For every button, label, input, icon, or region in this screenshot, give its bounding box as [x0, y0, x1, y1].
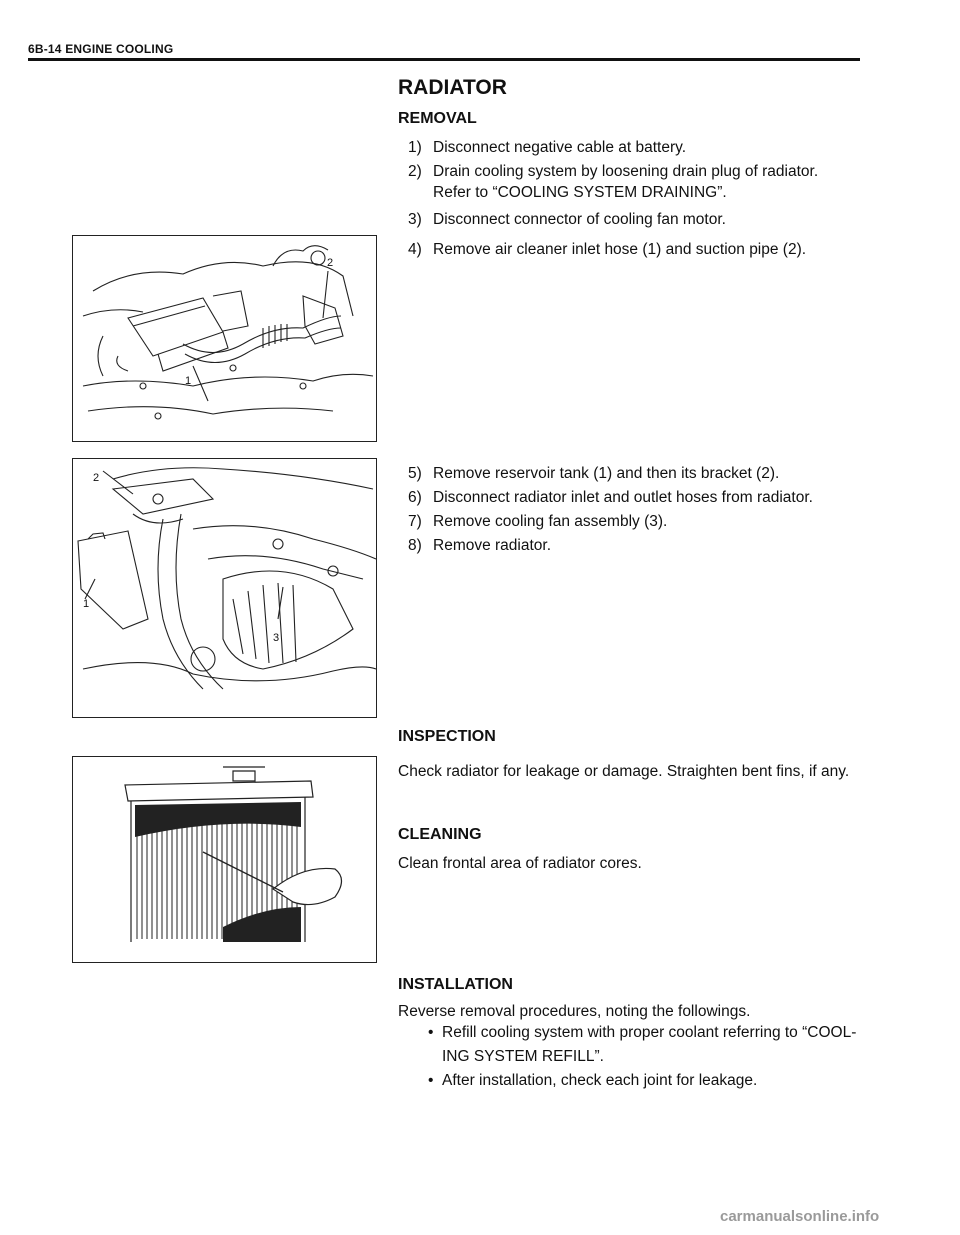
section-title: RADIATOR [398, 76, 507, 99]
step-1 [408, 136, 860, 160]
installation-bullet-1-continuation: ING SYSTEM REFILL”. [442, 1048, 604, 1065]
bullet-text: After installation, check each joint for leakage. [442, 1072, 758, 1089]
air-cleaner-illustration [73, 236, 376, 441]
step-text: Remove reservoir tank (1) and then its bracket (2). [433, 465, 780, 482]
step-number: 2) [408, 163, 422, 180]
header-rule [28, 58, 860, 61]
radiator-core-illustration [73, 757, 376, 962]
cleaning-text: Clean frontal area of radiator cores. [398, 855, 642, 872]
step-number: 8) [408, 537, 422, 554]
step-text: Remove air cleaner inlet hose (1) and suction pipe (2). [433, 241, 807, 258]
callout-1: 1 [185, 375, 192, 387]
step-text: Remove radiator. [433, 537, 552, 554]
step-number: 6) [408, 489, 422, 506]
step-7 [408, 510, 860, 534]
step-text: Disconnect radiator inlet and outlet hoses from radiator. [433, 489, 813, 506]
step-number: 3) [408, 211, 422, 228]
installation-intro: Reverse removal procedures, noting the followings. [398, 1003, 751, 1020]
figure-radiator-core [72, 756, 377, 963]
callout-1: 1 [83, 598, 90, 610]
step-8 [408, 534, 860, 558]
step-2-continuation: Refer to “COOLING SYSTEM DRAINING”. [433, 184, 727, 201]
step-2 [408, 160, 860, 184]
cleaning-heading: CLEANING [398, 826, 482, 843]
step-3 [408, 208, 860, 232]
figure-reservoir-tank [72, 458, 377, 718]
step-5 [408, 462, 860, 486]
callout-3: 3 [273, 632, 280, 644]
bullet-icon: • [428, 1024, 434, 1041]
callout-2: 2 [327, 257, 334, 269]
installation-heading: INSTALLATION [398, 976, 513, 993]
step-number: 5) [408, 465, 422, 482]
page-header: 6B-14 ENGINE COOLING [28, 42, 174, 56]
bullet-icon: • [428, 1072, 434, 1089]
inspection-heading: INSPECTION [398, 728, 496, 745]
step-text: Drain cooling system by loosening drain plug of radiator. [433, 163, 819, 180]
figure-air-cleaner [72, 235, 377, 442]
installation-bullet-1 [428, 1024, 856, 1042]
reservoir-tank-illustration [73, 459, 376, 717]
step-number: 7) [408, 513, 422, 530]
step-text: Disconnect connector of cooling fan motor. [433, 211, 726, 228]
bullet-text: Refill cooling system with proper coolant referring to “COOL- [442, 1024, 857, 1041]
callout-2: 2 [93, 472, 100, 484]
step-number: 1) [408, 139, 422, 156]
step-6 [408, 486, 860, 510]
installation-bullet-2 [428, 1072, 757, 1090]
removal-heading: REMOVAL [398, 110, 477, 127]
step-text: Disconnect negative cable at battery. [433, 139, 687, 156]
step-number: 4) [408, 241, 422, 258]
watermark: carmanualsonline.info [720, 1208, 880, 1225]
step-4 [408, 238, 860, 262]
inspection-text: Check radiator for leakage or damage. Straighten bent fins, if any. [398, 763, 850, 780]
step-text: Remove cooling fan assembly (3). [433, 513, 668, 530]
